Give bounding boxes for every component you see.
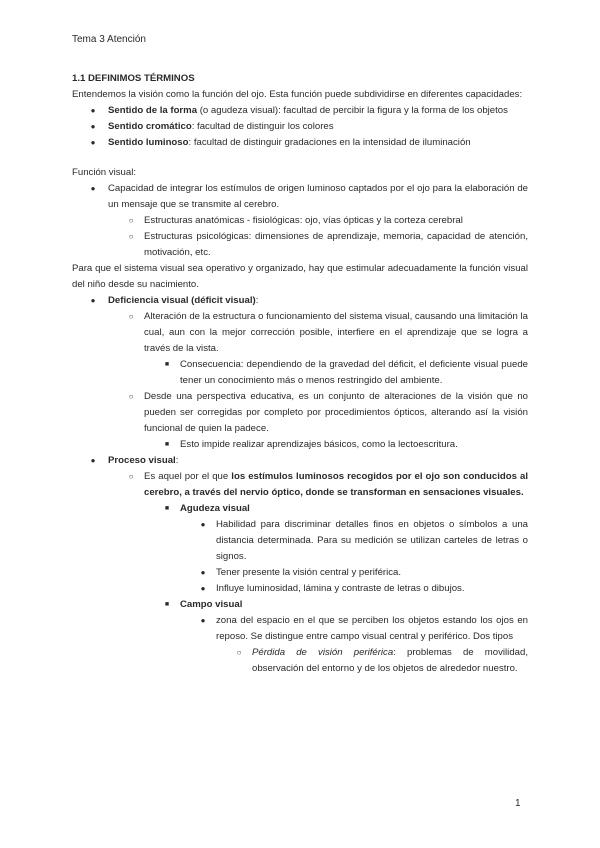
list-item: ● Deficiencia visual (déficit visual):	[72, 293, 528, 309]
square-bullet-icon: ■	[164, 361, 170, 368]
bullet-icon: ●	[90, 106, 96, 115]
list-item: ○ Alteración de la estructura o funcionamiento del sistema visual, causando una limitación la cual, aun con la mejor corrección posible, interfiere en el aprendizaje que se logra a través de la vista.	[72, 309, 528, 357]
list-item: ● Proceso visual:	[72, 453, 528, 469]
bullet-icon: ●	[90, 122, 96, 131]
list-item: ● zona del espacio en el que se perciben los objetos estando los ojos en reposo. Se distingue entre campo visual central y periférico. Dos tipos	[72, 613, 528, 645]
para-que-paragraph: Para que el sistema visual sea operativo y organizado, hay que estimular adecuadamente la función visual del niño desde su nacimiento.	[72, 263, 528, 290]
list-item: ○ Estructuras anatómicas - fisiológicas: ojo, vías ópticas y la corteza cerebral	[72, 213, 528, 229]
bullet-icon: ●	[200, 568, 206, 577]
capacities-list	[72, 103, 528, 151]
square-bullet-icon: ■	[164, 505, 170, 512]
bullet-icon: ●	[90, 184, 96, 193]
list-item: ● Capacidad de integrar los estímulos de origen luminoso captados por el ojo para la elaboración de un mensaje que se transmite al cerebro.	[72, 181, 528, 213]
list-item: ■ Esto impide realizar aprendizajes básicos, como la lectoescritura.	[72, 437, 528, 453]
deficiencia-list	[72, 293, 528, 453]
square-bullet-icon: ■	[164, 441, 170, 448]
bullet-icon: ●	[200, 520, 206, 529]
bullet-icon: ●	[200, 616, 206, 625]
list-item: ○ Desde una perspectiva educativa, es un conjunto de alteraciones de la visión que no pueden ser corregidas por completo por procedimientos ópticos, alterando así la visión funcional de quien la padece.	[72, 389, 528, 437]
intro-paragraph: Entendemos la visión como la función del ojo. Esta función puede subdividirse en diferentes capacidades:	[72, 89, 523, 100]
list-item: ● Influye luminosidad, lámina y contraste de letras o dibujos.	[72, 581, 528, 597]
circle-bullet-icon: ○	[236, 648, 242, 657]
list-item: ● Sentido cromático: facultad de distinguir los colores	[72, 119, 528, 135]
proceso-list	[72, 453, 528, 677]
page-number: 1	[515, 798, 521, 809]
circle-bullet-icon: ○	[128, 472, 134, 481]
circle-bullet-icon: ○	[128, 392, 134, 401]
list-item: ○ Es aquel por el que los estímulos luminosos recogidos por el ojo son conducidos al cerebro, a través del nervio óptico, donde se transforman en sensaciones visuales.	[72, 469, 528, 501]
section-heading: 1.1 DEFINIMOS TÉRMINOS	[72, 73, 195, 84]
list-item: ○ Estructuras psicológicas: dimensiones de aprendizaje, memoria, capacidad de atención, motivación, etc.	[72, 229, 528, 261]
list-item: ■ Agudeza visual	[72, 501, 528, 517]
square-bullet-icon: ■	[164, 601, 170, 608]
circle-bullet-icon: ○	[128, 232, 134, 241]
list-item: ■ Consecuencia: dependiendo de la gravedad del déficit, el deficiente visual puede tener un conocimiento más o menos restringido del ambiente.	[72, 357, 528, 389]
document-page	[72, 32, 528, 677]
funcion-label: Función visual:	[72, 167, 136, 178]
list-item: ○ Pérdida de visión periférica: problemas de movilidad, observación del entorno y de los objetos de alrededor nuestro.	[72, 645, 528, 677]
circle-bullet-icon: ○	[128, 312, 134, 321]
bullet-icon: ●	[200, 584, 206, 593]
bullet-icon: ●	[90, 296, 96, 305]
bullet-icon: ●	[90, 138, 96, 147]
list-item: ● Sentido de la forma (o agudeza visual): facultad de percibir la figura y la forma de los objetos	[72, 103, 528, 119]
list-item: ● Tener presente la visión central y periférica.	[72, 565, 528, 581]
page-header: Tema 3 Atención	[72, 34, 146, 45]
bullet-icon: ●	[90, 456, 96, 465]
funcion-list	[72, 181, 528, 261]
list-item: ■ Campo visual	[72, 597, 528, 613]
circle-bullet-icon: ○	[128, 216, 134, 225]
list-item: ● Sentido luminoso: facultad de distinguir gradaciones en la intensidad de iluminación	[72, 135, 528, 151]
list-item: ● Habilidad para discriminar detalles finos en objetos o símbolos a una distancia determinada. Para su medición se utilizan carteles de letras o signos.	[72, 517, 528, 565]
